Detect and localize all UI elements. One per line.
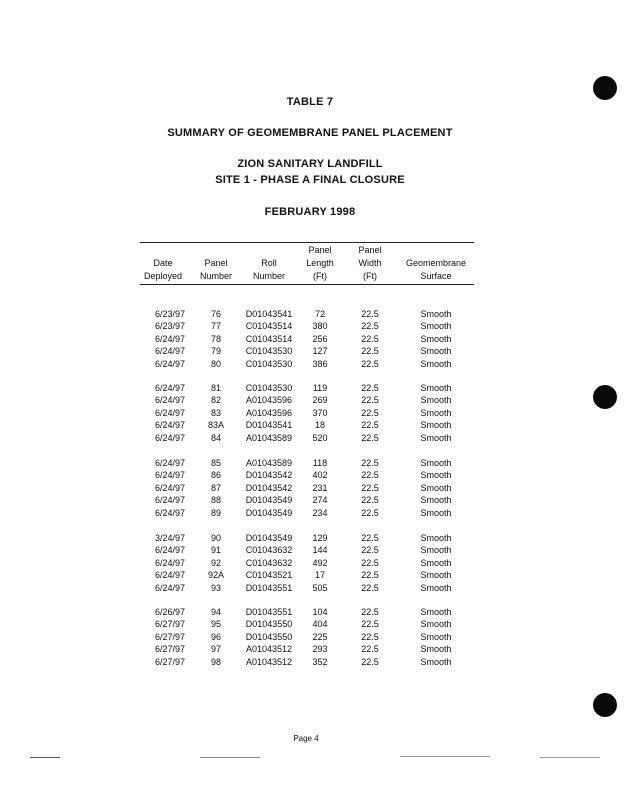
cell-geomembrane-surface: Smooth xyxy=(420,420,452,431)
cell-date: 6/24/97 xyxy=(154,333,185,344)
report-date: FEBRUARY 1998 xyxy=(264,206,356,218)
cell-panel-length: 234 xyxy=(312,507,328,518)
cell-geomembrane-surface: Smooth xyxy=(420,570,452,581)
cell-panel-width: 22.5 xyxy=(361,482,379,493)
cell-panel-number: 85 xyxy=(210,458,221,468)
cell-panel-width: 22.5 xyxy=(361,644,379,655)
cell-panel-width: 22.5 xyxy=(361,533,379,543)
cell-panel-number: 97 xyxy=(210,644,221,655)
cell-panel-length: 231 xyxy=(312,482,328,493)
cell-roll-number: C01043530 xyxy=(245,358,293,369)
cell-date: 6/27/97 xyxy=(154,656,185,667)
cell-panel-length: 225 xyxy=(312,631,328,642)
cell-panel-number: 98 xyxy=(210,656,221,667)
cell-panel-number: 96 xyxy=(210,631,221,642)
cell-geomembrane-surface: Smooth xyxy=(420,582,452,593)
cell-panel-length: 17 xyxy=(314,570,325,581)
cell-date: 6/23/97 xyxy=(154,309,185,319)
page-number: Page 4 xyxy=(293,734,319,743)
cell-roll-number: D01043550 xyxy=(245,619,293,630)
cell-panel-length: 492 xyxy=(312,557,328,568)
page-heading: SUMMARY OF GEOMEMBRANE PANEL PLACEMENT xyxy=(167,127,453,139)
cell-panel-length: 144 xyxy=(312,545,328,556)
table-top-rule xyxy=(140,242,474,243)
cell-geomembrane-surface: Smooth xyxy=(420,432,452,443)
cell-geomembrane-surface: Smooth xyxy=(420,607,452,617)
cell-panel-length: 119 xyxy=(312,383,328,393)
cell-panel-number: 80 xyxy=(210,358,221,369)
cell-geomembrane-surface: Smooth xyxy=(420,309,452,319)
cell-roll-number: D01043549 xyxy=(245,533,293,543)
cell-date: 6/27/97 xyxy=(154,619,185,630)
cell-panel-number: 83 xyxy=(210,407,221,418)
cell-roll-number: A01043589 xyxy=(245,432,293,443)
cell-geomembrane-surface: Smooth xyxy=(420,656,452,667)
binder-hole-bottom xyxy=(593,693,617,717)
cell-panel-length: 505 xyxy=(312,582,328,593)
cell-panel-width: 22.5 xyxy=(361,346,379,357)
cell-panel-width: 22.5 xyxy=(361,432,379,443)
cell-panel-width: 22.5 xyxy=(361,619,379,630)
cell-panel-width: 22.5 xyxy=(361,470,379,481)
cell-panel-number: 91 xyxy=(210,545,221,556)
cell-panel-number: 92A xyxy=(207,570,224,581)
cell-geomembrane-surface: Smooth xyxy=(420,533,452,543)
cell-roll-number: D01043541 xyxy=(245,309,293,319)
cell-date: 6/24/97 xyxy=(154,495,185,506)
cell-panel-width: 22.5 xyxy=(361,420,379,431)
cell-date: 6/24/97 xyxy=(154,470,185,481)
cell-roll-number: C01043530 xyxy=(245,383,293,393)
cell-date: 6/23/97 xyxy=(154,321,185,332)
cell-panel-number: 77 xyxy=(210,321,221,332)
cell-date: 6/24/97 xyxy=(154,570,185,581)
cell-geomembrane-surface: Smooth xyxy=(420,545,452,556)
cell-date: 6/27/97 xyxy=(154,644,185,655)
cell-panel-width: 22.5 xyxy=(361,557,379,568)
cell-date: 6/24/97 xyxy=(154,346,185,357)
cell-panel-length: 269 xyxy=(312,395,328,406)
scan-artifact xyxy=(30,757,60,758)
cell-roll-number: A01043589 xyxy=(245,458,293,468)
cell-geomembrane-surface: Smooth xyxy=(420,631,452,642)
cell-roll-number: C01043514 xyxy=(245,333,293,344)
col-header-roll: Roll Number xyxy=(252,258,285,281)
cell-date: 6/24/97 xyxy=(154,507,185,518)
cell-roll-number: C01043514 xyxy=(245,321,293,332)
cell-roll-number: A01043512 xyxy=(245,656,293,667)
cell-panel-width: 22.5 xyxy=(361,321,379,332)
cell-panel-width: 22.5 xyxy=(361,507,379,518)
cell-panel-length: 352 xyxy=(312,656,328,667)
cell-geomembrane-surface: Smooth xyxy=(420,383,452,393)
cell-geomembrane-surface: Smooth xyxy=(420,458,452,468)
cell-geomembrane-surface: Smooth xyxy=(420,395,452,406)
cell-panel-number: 76 xyxy=(210,309,221,319)
cell-roll-number: C01043632 xyxy=(245,545,293,556)
cell-roll-number: C01043632 xyxy=(245,557,293,568)
cell-panel-length: 129 xyxy=(312,533,328,543)
col-header-panel: Panel Number xyxy=(199,258,232,281)
cell-geomembrane-surface: Smooth xyxy=(420,470,452,481)
cell-roll-number: D01043542 xyxy=(245,470,293,481)
scan-artifact xyxy=(400,756,490,757)
cell-geomembrane-surface: Smooth xyxy=(420,346,452,357)
cell-panel-length: 72 xyxy=(314,309,325,319)
cell-panel-length: 370 xyxy=(312,407,328,418)
col-header-date: Date Deployed xyxy=(143,258,183,281)
cell-geomembrane-surface: Smooth xyxy=(420,407,452,418)
cell-roll-number: D01043549 xyxy=(245,495,293,506)
cell-panel-length: 293 xyxy=(312,644,328,655)
cell-panel-width: 22.5 xyxy=(361,607,379,617)
cell-panel-number: 82 xyxy=(210,395,221,406)
cell-date: 6/24/97 xyxy=(154,432,185,443)
cell-roll-number: D01043551 xyxy=(245,607,293,617)
cell-panel-number: 78 xyxy=(210,333,221,344)
cell-panel-length: 118 xyxy=(312,458,328,468)
cell-panel-length: 274 xyxy=(312,495,328,506)
cell-panel-number: 93 xyxy=(210,582,221,593)
cell-panel-number: 86 xyxy=(210,470,221,481)
cell-panel-width: 22.5 xyxy=(361,656,379,667)
cell-date: 6/24/97 xyxy=(154,407,185,418)
cell-panel-length: 520 xyxy=(312,432,328,443)
cell-panel-number: 84 xyxy=(210,432,221,443)
cell-date: 6/27/97 xyxy=(154,631,185,642)
cell-panel-number: 89 xyxy=(210,507,221,518)
cell-panel-number: 92 xyxy=(210,557,221,568)
col-header-width: Panel Width (Ft) xyxy=(358,245,382,281)
cell-panel-number: 90 xyxy=(210,533,221,543)
cell-date: 6/24/97 xyxy=(154,557,185,568)
cell-date: 6/24/97 xyxy=(154,582,185,593)
cell-panel-width: 22.5 xyxy=(361,407,379,418)
cell-panel-length: 386 xyxy=(312,358,328,369)
cell-date: 6/24/97 xyxy=(154,420,185,431)
cell-date: 6/26/97 xyxy=(154,607,185,617)
cell-date: 6/24/97 xyxy=(154,383,185,393)
cell-date: 6/24/97 xyxy=(154,482,185,493)
cell-panel-number: 83A xyxy=(207,420,224,431)
cell-date: 3/24/97 xyxy=(154,533,185,543)
cell-panel-width: 22.5 xyxy=(361,458,379,468)
cell-roll-number: D01043549 xyxy=(245,507,293,518)
cell-panel-length: 380 xyxy=(312,321,328,332)
cell-panel-number: 94 xyxy=(210,607,221,617)
col-header-surface: Geomembrane Surface xyxy=(405,258,467,281)
cell-geomembrane-surface: Smooth xyxy=(420,644,452,655)
cell-geomembrane-surface: Smooth xyxy=(420,507,452,518)
cell-roll-number: C01043521 xyxy=(245,570,293,581)
cell-geomembrane-surface: Smooth xyxy=(420,495,452,506)
table-header-rule xyxy=(140,284,474,285)
binder-hole-middle xyxy=(593,385,617,409)
cell-geomembrane-surface: Smooth xyxy=(420,482,452,493)
cell-panel-length: 127 xyxy=(312,346,328,357)
cell-panel-width: 22.5 xyxy=(361,383,379,393)
cell-panel-length: 256 xyxy=(312,333,328,344)
cell-roll-number: D01043541 xyxy=(245,420,293,431)
scan-artifact xyxy=(540,757,600,758)
cell-geomembrane-surface: Smooth xyxy=(420,619,452,630)
table-label: TABLE 7 xyxy=(286,96,334,108)
cell-geomembrane-surface: Smooth xyxy=(420,333,452,344)
cell-panel-number: 88 xyxy=(210,495,221,506)
cell-panel-width: 22.5 xyxy=(361,358,379,369)
cell-panel-width: 22.5 xyxy=(361,395,379,406)
cell-roll-number: C01043530 xyxy=(245,346,293,357)
scan-artifact xyxy=(200,757,260,758)
cell-panel-length: 402 xyxy=(312,470,328,481)
cell-roll-number: D01043551 xyxy=(245,582,293,593)
cell-panel-length: 18 xyxy=(314,420,325,431)
cell-panel-width: 22.5 xyxy=(361,631,379,642)
cell-panel-number: 87 xyxy=(210,482,221,493)
cell-roll-number: D01043542 xyxy=(245,482,293,493)
cell-panel-number: 95 xyxy=(210,619,221,630)
cell-roll-number: A01043596 xyxy=(245,395,293,406)
cell-date: 6/24/97 xyxy=(154,395,185,406)
cell-panel-number: 79 xyxy=(210,346,221,357)
cell-panel-length: 104 xyxy=(312,607,328,617)
cell-roll-number: A01043512 xyxy=(245,644,293,655)
site-name: ZION SANITARY LANDFILL xyxy=(237,158,383,170)
cell-geomembrane-surface: Smooth xyxy=(420,321,452,332)
cell-geomembrane-surface: Smooth xyxy=(420,358,452,369)
cell-panel-width: 22.5 xyxy=(361,333,379,344)
cell-panel-width: 22.5 xyxy=(361,545,379,556)
cell-panel-number: 81 xyxy=(210,383,221,393)
cell-panel-length: 404 xyxy=(312,619,328,630)
cell-roll-number: D01043550 xyxy=(245,631,293,642)
cell-panel-width: 22.5 xyxy=(361,495,379,506)
cell-roll-number: A01043596 xyxy=(245,407,293,418)
col-header-length: Panel Length (Ft) xyxy=(306,245,334,281)
site-phase: SITE 1 - PHASE A FINAL CLOSURE xyxy=(215,174,405,186)
cell-date: 6/24/97 xyxy=(154,545,185,556)
cell-geomembrane-surface: Smooth xyxy=(420,557,452,568)
cell-panel-width: 22.5 xyxy=(361,570,379,581)
cell-panel-width: 22.5 xyxy=(361,582,379,593)
cell-date: 6/24/97 xyxy=(154,458,185,468)
cell-panel-width: 22.5 xyxy=(361,309,379,319)
cell-date: 6/24/97 xyxy=(154,358,185,369)
